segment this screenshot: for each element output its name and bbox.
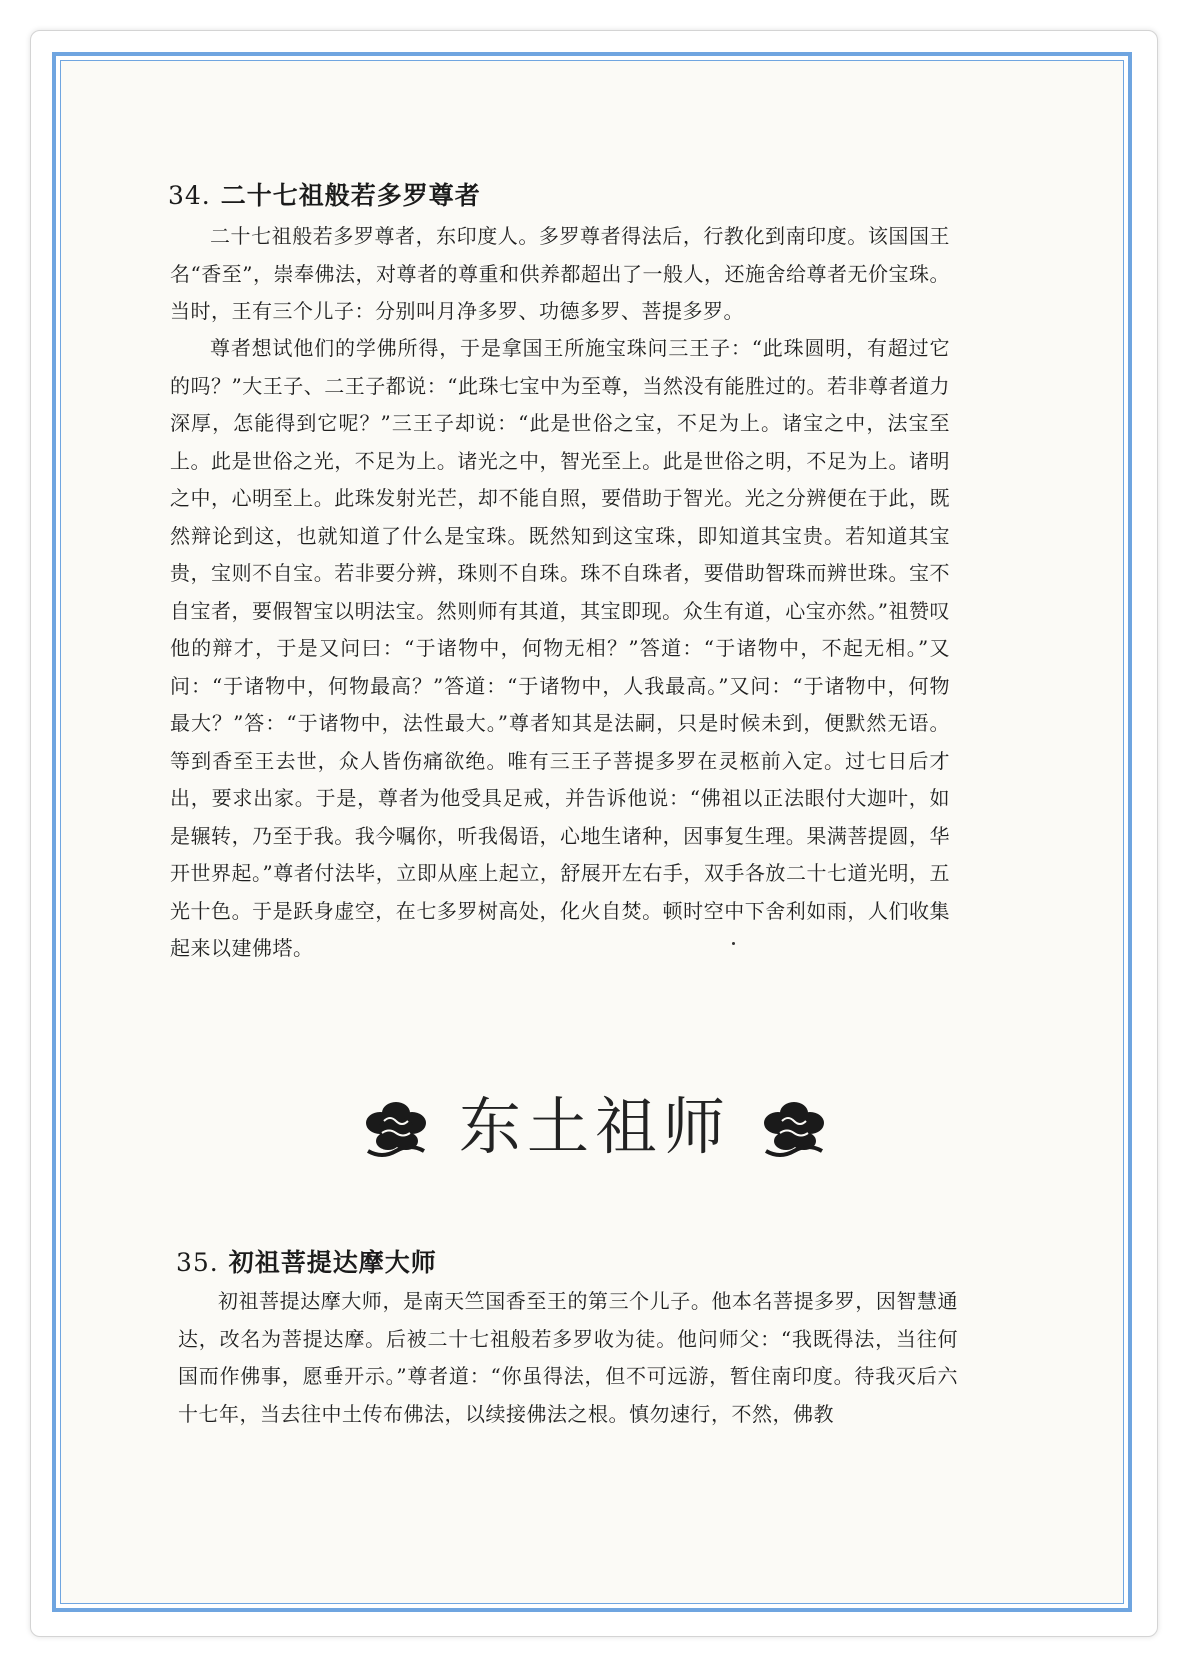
section-34-number: 34. [168,181,211,210]
section-35-title: 初祖菩提达摩大师 [228,1248,437,1277]
section-34-title: 二十七祖般若多罗尊者 [220,181,481,210]
section-35-heading [176,1243,437,1279]
cloud-ornament-icon [758,1095,830,1161]
section-34-heading [168,176,481,212]
section-35-paragraph-1: 初祖菩提达摩大师，是南天竺国香至王的第三个儿子。他本名菩提多罗，因智慧通达，改名为菩提达摩。后被二十七祖般若多罗收为徒。他问师父：“我既得法，当往何国而作佛事，愿垂开示。”尊者道：“你虽得法，但不可远游，暂住南印度。待我灭后六十七年，当去往中土传布佛法，以续接佛法之根。慎勿速行，不然，佛教 [178,1289,958,1426]
section-34-paragraph-2: 尊者想试他们的学佛所得，于是拿国王所施宝珠问三王子：“此珠圆明，有超过它的吗？”大王子、二王子都说：“此珠七宝中为至尊，当然没有能胜过的。若非尊者道力深厚，怎能得到它呢？”三王子却说：“此是世俗之宝，不足为上。诸宝之中，法宝至上。此是世俗之光，不足为上。诸光之中，智光至上。此是世俗之明，不足为上。诸明之中，心明至上。此珠发射光芒，却不能自照，要借助于智光。光之分辨便在于此，既然辩论到这，也就知道了什么是宝珠。既然知到这宝珠，即知道其宝贵。若知道其宝贵，宝则不自宝。若非要分辨，珠则不自珠。珠不自珠者，要借助智珠而辨世珠。宝不自宝者，要假智宝以明法宝。然则师有其道，其宝即现。众生有道，心宝亦然。”祖赞叹他的辩才，于是又问曰：“于诸物中，何物无相？”答道：“于诸物中，不起无相。”又问：“于诸物中，何物最高？”答道：“于诸物中，人我最高。”又问：“于诸物中，何物最大？”答：“于诸物中，法性最大。”尊者知其是法嗣，只是时候未到，便默然无语。等到香至王去世，众人皆伤痛欲绝。唯有三王子菩提多罗在灵柩前入定。过七日后才出，要求出家。于是，尊者为他受具足戒，并告诉他说：“佛祖以正法眼付大迦叶，如是辗转，乃至于我。我今嘱你，听我偈语，心地生诸种，因事复生理。果满菩提圆，华开世界起。”尊者付法毕，立即从座上起立，舒展开左右手，双手各放二十七道光明，五光十色。于是跃身虚空，在七多罗树高处，化火自焚。顿时空中下舍利如雨，人们收集起来以建佛塔。 [170,336,950,960]
cloud-ornament-icon [360,1095,432,1161]
chapter-title: 东土祖师 [458,1090,731,1163]
page-speck [732,942,735,945]
chapter-heading [360,1085,830,1175]
section-35-number: 35. [176,1248,219,1277]
section-34-paragraph-1: 二十七祖般若多罗尊者，东印度人。多罗尊者得法后，行教化到南印度。该国国王名“香至”，崇奉佛法，对尊者的尊重和供养都超出了一般人，还施舍给尊者无价宝珠。当时，王有三个儿子：分别叫月净多罗、功德多罗、菩提多罗。 [170,224,950,323]
